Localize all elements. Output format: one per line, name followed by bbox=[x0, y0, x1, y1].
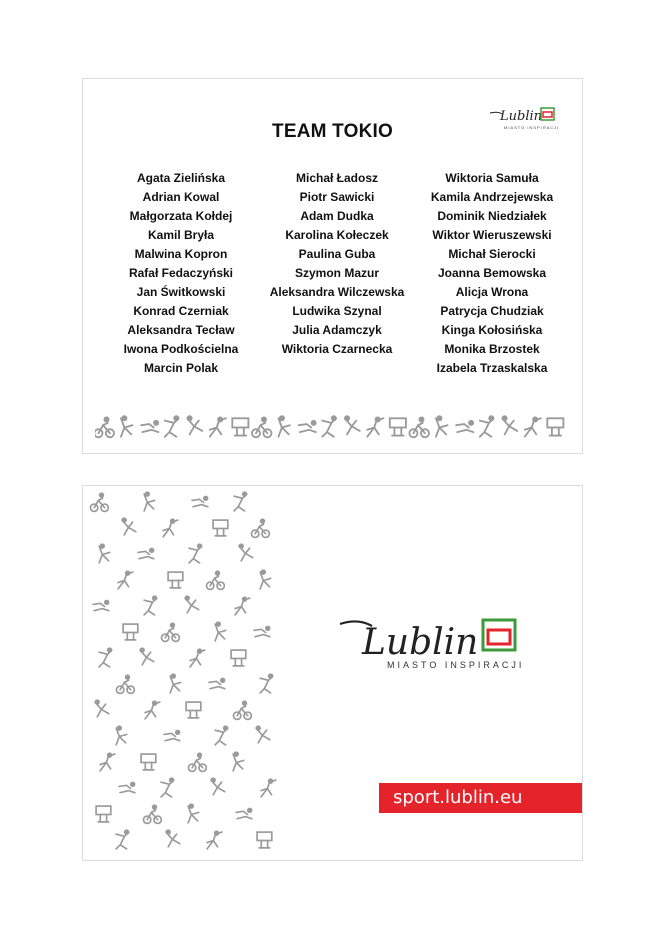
athlete-name: Julia Adamczyk bbox=[292, 323, 382, 337]
sport-pictogram-icon bbox=[188, 753, 206, 771]
sport-pictogram-icon bbox=[95, 700, 109, 717]
sport-pictogram-icon bbox=[254, 626, 270, 636]
sport-pictogram-icon bbox=[345, 416, 360, 434]
sport-pictogram-icon bbox=[260, 674, 273, 693]
athlete-name: Michał Ładosz bbox=[295, 171, 378, 185]
sport-pictogram-icon bbox=[190, 649, 205, 667]
sport-pictogram-icon bbox=[161, 623, 179, 641]
athlete-name: Jan Świtkowski bbox=[136, 285, 226, 299]
sport-icons-strip bbox=[95, 413, 571, 441]
sport-pictogram-icon bbox=[141, 421, 158, 432]
sport-pictogram-icon bbox=[456, 421, 473, 432]
athlete-name: Wiktoria Czarnecka bbox=[281, 342, 393, 356]
sport-pictogram-icon bbox=[186, 702, 201, 718]
athlete-name: Paulina Guba bbox=[298, 247, 376, 261]
sport-pictogram-icon bbox=[138, 548, 154, 558]
sport-pictogram-icon bbox=[207, 831, 222, 849]
sport-pictogram-icon bbox=[141, 754, 156, 770]
athlete-name: Agata Zielińska bbox=[136, 171, 226, 185]
athlete-name: Konrad Czerniak bbox=[133, 304, 229, 318]
sport-pictogram-icon bbox=[231, 650, 246, 666]
sport-pictogram-icon bbox=[118, 571, 133, 589]
sport-pictogram-icon bbox=[502, 416, 517, 434]
sport-pictogram-icon bbox=[96, 806, 111, 822]
athlete-name: Alicja Wrona bbox=[455, 285, 529, 299]
website-banner[interactable] bbox=[379, 783, 582, 813]
athlete-name: Kamila Andrzejewska bbox=[430, 190, 554, 204]
sport-pictogram-icon bbox=[322, 416, 336, 436]
athlete-name: Kinga Kołosińska bbox=[441, 323, 543, 337]
sport-pictogram-icon bbox=[99, 648, 112, 667]
sport-pictogram-icon bbox=[525, 417, 541, 436]
sport-pictogram-icon bbox=[234, 492, 247, 511]
sport-pictogram-icon bbox=[189, 544, 202, 563]
names-column-1 bbox=[101, 169, 261, 378]
sport-pictogram-icon bbox=[122, 518, 136, 535]
sport-pictogram-icon bbox=[547, 418, 563, 435]
sport-pictogram-icon bbox=[235, 597, 250, 615]
names-column-3 bbox=[412, 169, 572, 378]
athlete-name: Izabela Trzaskalska bbox=[436, 361, 548, 375]
sport-pictogram-icon bbox=[123, 624, 138, 640]
sport-pictogram-icon bbox=[232, 418, 248, 435]
sport-pictogram-icon bbox=[257, 832, 272, 848]
sport-pictogram-icon bbox=[185, 596, 199, 613]
sport-pictogram-icon bbox=[390, 418, 406, 435]
athlete-name: Wiktor Wieruszewski bbox=[432, 228, 552, 242]
logo-small-name: Lublin bbox=[500, 109, 543, 124]
sport-pictogram-icon bbox=[436, 416, 448, 436]
sport-pictogram-icon bbox=[480, 416, 494, 436]
athlete-name: Marcin Polak bbox=[143, 361, 219, 375]
athlete-name: Michał Sierocki bbox=[448, 247, 536, 261]
sport-pictogram-icon bbox=[278, 416, 290, 436]
page-title: TEAM TOKIO bbox=[272, 121, 393, 142]
sport-pictogram-icon bbox=[116, 726, 126, 745]
sport-pictogram-icon bbox=[299, 421, 316, 432]
sport-pictogram-icon bbox=[100, 753, 115, 771]
athlete-name: Aleksandra Tecław bbox=[127, 323, 235, 337]
sport-pictogram-icon bbox=[165, 416, 179, 436]
sport-pictogram-icon bbox=[170, 674, 181, 693]
sport-pictogram-icon bbox=[213, 520, 228, 536]
sport-pictogram-icon bbox=[215, 726, 228, 745]
sport-pictogram-icon bbox=[164, 730, 180, 740]
sport-pictogram-icon bbox=[261, 779, 276, 797]
athlete-name: Piotr Sawicki bbox=[299, 190, 375, 204]
athlete-name: Wiktoria Samuła bbox=[445, 171, 539, 185]
sport-pictogram-icon bbox=[99, 544, 110, 563]
sport-pictogram-icon bbox=[116, 675, 134, 693]
athlete-name: Karolina Kołeczek bbox=[285, 228, 389, 242]
sport-pictogram-icon bbox=[239, 544, 253, 561]
athlete-name: Szymon Mazur bbox=[294, 266, 379, 280]
athlete-name: Iwona Podkościelna bbox=[123, 342, 239, 356]
athlete-name: Małgorzata Kołdej bbox=[129, 209, 233, 223]
sport-pictogram-icon bbox=[210, 417, 226, 436]
logo-small-tagline: MIASTO INSPIRACJI bbox=[504, 125, 560, 130]
sport-pictogram-icon bbox=[163, 519, 178, 537]
sport-pictogram-icon bbox=[192, 496, 208, 506]
athlete-name: Kamil Bryła bbox=[147, 228, 215, 242]
sport-pictogram-icon bbox=[140, 648, 154, 665]
athlete-name: Patrycja Chudziak bbox=[440, 304, 544, 318]
sport-pictogram-icon bbox=[95, 417, 114, 437]
sport-pictogram-icon bbox=[144, 596, 157, 615]
athlete-name: Adam Dudka bbox=[300, 209, 374, 223]
website-link[interactable]: sport.lublin.eu bbox=[393, 787, 523, 808]
sport-icons-pattern bbox=[83, 486, 298, 861]
names-column-2 bbox=[257, 169, 417, 359]
team-card bbox=[82, 78, 583, 454]
sport-pictogram-icon bbox=[161, 778, 174, 797]
athlete-name: Ludwika Szynal bbox=[292, 304, 382, 318]
sport-pictogram-icon bbox=[215, 622, 226, 641]
sport-pictogram-icon bbox=[251, 519, 269, 537]
sport-pictogram-icon bbox=[90, 493, 108, 511]
athlete-name: Joanna Bemowska bbox=[437, 266, 547, 280]
athlete-name: Monika Brzostek bbox=[444, 342, 540, 356]
sport-pictogram-icon bbox=[116, 830, 129, 849]
sport-pictogram-icon bbox=[233, 701, 251, 719]
sport-pictogram-icon bbox=[144, 492, 155, 511]
sport-pictogram-icon bbox=[119, 782, 135, 792]
sport-pictogram-icon bbox=[121, 416, 133, 436]
sport-pictogram-icon bbox=[143, 805, 161, 823]
sport-pictogram-icon bbox=[409, 417, 429, 437]
sport-pictogram-icon bbox=[168, 572, 183, 588]
sport-pictogram-icon bbox=[166, 830, 180, 847]
sport-pictogram-icon bbox=[206, 571, 224, 589]
sport-pictogram-icon bbox=[93, 600, 109, 610]
athlete-name: Rafał Fedaczyński bbox=[128, 266, 234, 280]
logo-tagline: MIASTO INSPIRACJI bbox=[387, 660, 525, 670]
sport-pictogram-icon bbox=[256, 726, 270, 743]
sport-pictogram-icon bbox=[260, 570, 271, 589]
sport-pictogram-icon bbox=[367, 417, 383, 436]
sport-pictogram-icon bbox=[252, 417, 272, 437]
athlete-name: Malwina Kopron bbox=[134, 247, 228, 261]
sport-pictogram-icon bbox=[233, 752, 244, 771]
sport-pictogram-icon bbox=[145, 701, 160, 719]
sport-pictogram-icon bbox=[187, 416, 202, 434]
athlete-name: Aleksandra Wilczewska bbox=[269, 285, 405, 299]
logo-name: Lublin bbox=[362, 622, 479, 663]
athlete-name: Adrian Kowal bbox=[142, 190, 220, 204]
athlete-name: Dominik Niedziałek bbox=[437, 209, 547, 223]
sport-pictogram-icon bbox=[209, 678, 225, 688]
sport-pictogram-icon bbox=[236, 808, 252, 818]
sport-pictogram-icon bbox=[211, 778, 225, 795]
promo-card bbox=[82, 485, 583, 861]
sport-pictogram-icon bbox=[188, 804, 199, 823]
